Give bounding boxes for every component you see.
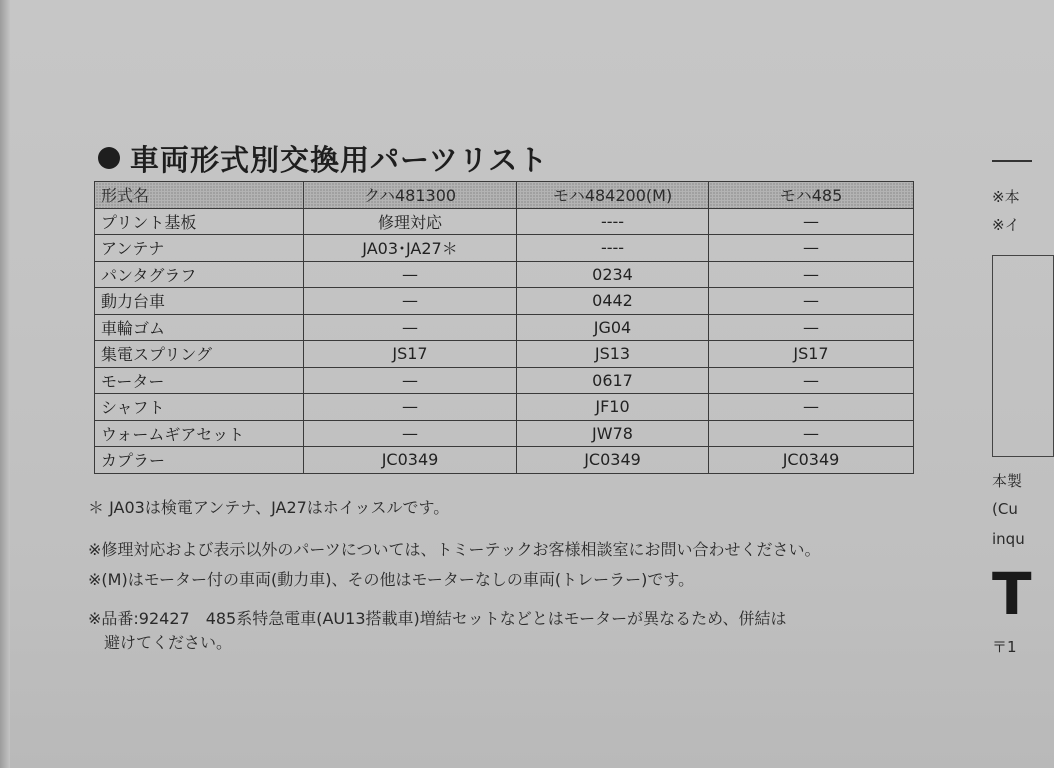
cell-value: JG04	[517, 314, 709, 341]
table-header-row	[95, 182, 914, 209]
note-repair-inquiry: ※修理対応および表示以外のパーツについては、トミーテックお客様相談室にお問い合わせください。	[88, 540, 821, 559]
edge-text-fragment: ※本	[992, 188, 1020, 206]
row-label: 動力台車	[95, 288, 304, 315]
cell-value: JW78	[517, 420, 709, 447]
cell-value: JA03･JA27＊	[304, 235, 517, 262]
cell-value: —	[709, 261, 914, 288]
cell-value: 0234	[517, 261, 709, 288]
cell-value: —	[709, 367, 914, 394]
cell-value: JS17	[709, 341, 914, 368]
bullet-icon	[98, 147, 120, 169]
table-row	[95, 367, 914, 394]
cell-value: JC0349	[709, 447, 914, 474]
cell-value: —	[304, 261, 517, 288]
table-row	[95, 288, 914, 315]
cell-value: —	[709, 208, 914, 235]
row-label: カプラー	[95, 447, 304, 474]
column-header-kuha481300: クハ481300	[304, 182, 517, 209]
table-row	[95, 261, 914, 288]
cell-value: —	[709, 420, 914, 447]
column-header-moha485: モハ485	[709, 182, 914, 209]
table-row	[95, 420, 914, 447]
cell-value: —	[304, 420, 517, 447]
section-title-text: 車両形式別交換用パーツリスト	[130, 143, 549, 177]
table-row	[95, 447, 914, 474]
table-row	[95, 314, 914, 341]
note-antenna: ＊ JA03は検電アンテナ、JA27はホイッスルです。	[88, 498, 450, 517]
cell-value: ----	[517, 235, 709, 262]
row-label: アンテナ	[95, 235, 304, 262]
cell-value: —	[304, 314, 517, 341]
note-coupling-line2: 避けてください。	[104, 633, 233, 652]
table-row	[95, 341, 914, 368]
cell-value: ----	[517, 208, 709, 235]
cell-value: —	[304, 288, 517, 315]
edge-text-fragment: ※イ	[992, 216, 1020, 234]
cell-value: JS13	[517, 341, 709, 368]
cell-value: —	[304, 394, 517, 421]
cell-value: 0442	[517, 288, 709, 315]
table-row	[95, 235, 914, 262]
row-label: プリント基板	[95, 208, 304, 235]
cell-value: 0617	[517, 367, 709, 394]
row-label: モーター	[95, 367, 304, 394]
note-coupling-warning	[88, 607, 786, 655]
note-coupling-line1: ※品番:92427 485系特急電車(AU13搭載車)増結セットなどとはモーターが異なるため、併結は	[88, 609, 787, 628]
column-header-moha484200m: モハ484200(M)	[517, 182, 709, 209]
note-motor-car: ※(M)はモーター付の車両(動力車)、その他はモーターなしの車両(トレーラー)です。	[88, 570, 695, 589]
row-label: 集電スプリング	[95, 341, 304, 368]
edge-text-fragment: inqu	[992, 530, 1025, 548]
edge-text-fragment: (Cu	[992, 500, 1018, 518]
cell-value: JC0349	[304, 447, 517, 474]
row-label: パンタグラフ	[95, 261, 304, 288]
edge-text-fragment: 〒1	[992, 638, 1017, 656]
cell-value: —	[304, 367, 517, 394]
adjacent-page-edge	[982, 0, 1032, 768]
column-header-model: 形式名	[95, 182, 304, 209]
divider-line	[992, 160, 1032, 162]
edge-text-fragment: 本製	[992, 472, 1023, 490]
table-row	[95, 394, 914, 421]
cell-value: —	[709, 394, 914, 421]
cell-value: JC0349	[517, 447, 709, 474]
section-title	[98, 138, 548, 179]
row-label: 車輪ゴム	[95, 314, 304, 341]
table-row	[95, 208, 914, 235]
cell-value: JF10	[517, 394, 709, 421]
edge-logo-fragment: T	[992, 560, 1032, 628]
row-label: シャフト	[95, 394, 304, 421]
parts-table	[94, 181, 914, 474]
cell-value: JS17	[304, 341, 517, 368]
cell-value: —	[709, 288, 914, 315]
cell-value: 修理対応	[304, 208, 517, 235]
cell-value: —	[709, 314, 914, 341]
page-shadow	[0, 0, 10, 768]
row-label: ウォームギアセット	[95, 420, 304, 447]
cell-value: —	[709, 235, 914, 262]
edge-box	[992, 255, 1054, 457]
